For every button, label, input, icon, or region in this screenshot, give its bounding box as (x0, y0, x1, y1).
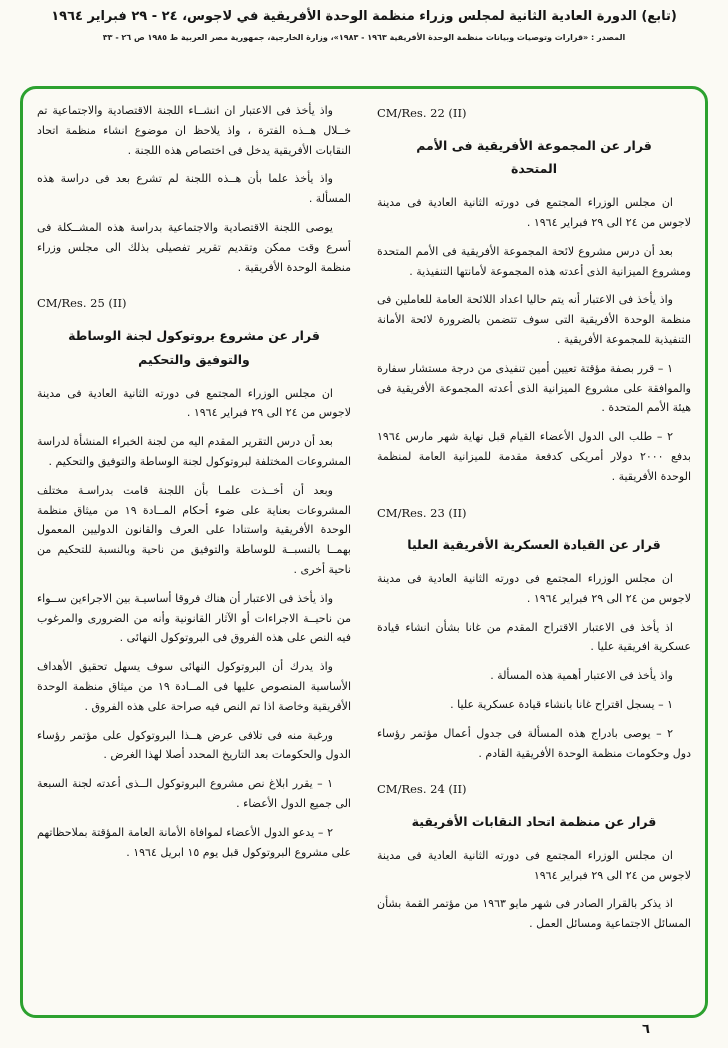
resolution-section (37, 293, 351, 862)
resolution-paragraph: ٢ – يدعو الدول الأعضاء لموافاة الأمانة العامة المؤقتة بملاحظاتهم على مشروع البروتوكول قبل يوم ١٥ ابريل ١٩٦٤ . (37, 825, 351, 859)
resolution-paragraph: اذ يأخذ فى الاعتبار الاقتراح المقدم من غانا بشأن انشاء قيادة عسكرية افريقية عليا . (377, 620, 691, 654)
resolution-ref: CM/Res. 23 (II) (377, 505, 467, 520)
resolution-ref: CM/Res. 22 (II) (377, 106, 467, 120)
resolution-paragraph: واذ يأخذ فى الاعتبار أهمية هذه المسألة . (490, 669, 673, 683)
column-right (377, 101, 691, 1003)
resolution-paragraph: ان مجلس الوزراء المجتمع فى دورته الثانية العادية فى مدينة لاجوس من ٢٤ الى ٢٩ فبراير ١٩٦٤ . (377, 571, 691, 605)
resolution-title: قرار عن منظمة اتحاد النقابات الأفريقية (411, 814, 657, 830)
resolution-paragraph: ٢ – يوصى بادراج هذه المسألة فى جدول أعمال مؤتمر رؤساء دول وحكومات منظمة الوحدة الأفريقية القادم . (377, 726, 691, 760)
resolution-title: قرار عن مشروع بروتوكول لجنة الوساطة والتوفيق والتحكيم (68, 328, 320, 367)
resolution-paragraph: اذ يذكر بالقرار الصادر فى شهر مايو ١٩٦٣ من مؤتمر القمة بشأن المسائل الاجتماعية ومسائل العمل . (377, 897, 691, 931)
resolution-title: قرار عن المجموعة الأفريقية فى الأمم المتحدة (416, 137, 652, 177)
resolution-paragraph: واذ يدرك أن البروتوكول النهائى سوف يسهل تحقيق الأهداف الأساسية المنصوص عليها فى المــادة ١٩ من ميثاق منظمة الوحدة الأفريقية وخاصة اذا تم النص فيه صراحة على هذه الفروق . (37, 660, 351, 713)
resolution-paragraph: واذ يأخذ فى الاعتبار أنه يتم حاليا اعداد اللائحة العامة للعاملين فى منظمة الوحدة الأفريقية التى سوف تتضمن بالضرورة لائحة الأمانة التنفيذية للمجموعة الأفريقية . (377, 293, 691, 346)
resolution-paragraph: ورغبة منه فى تلافى عرض هــذا البروتوكول على مؤتمر رؤساء الدول والحكومات بعد التاريخ المحدد أصلا لهذا الغرض . (37, 728, 351, 762)
source-citation: المصدر : «قرارات وتوصيات وبيانات منظمة الوحدة الأفريقية ١٩٦٣ - ١٩٨٣»، وزارة الخارجية، جمهورية مصر العربية ط ١٩٨٥ ص ٢٦ - ٣٣ (102, 33, 626, 42)
resolution-section (377, 779, 691, 934)
resolution-paragraph: ان مجلس الوزراء المجتمع فى دورته الثانية العادية فى مدينة لاجوس من ٢٤ الى ٢٩ فبراير ١٩٦٤ . (377, 196, 691, 229)
column-left (37, 101, 351, 1003)
resolution-paragraph: ١ – قرر بصفة مؤقتة تعيين أمين تنفيذى من درجة مستشار سفارة والموافقة على مشروع الميزانية الذى أعدته المجموعة الأفريقية فى هيئة الأمم المتحدة . (377, 361, 691, 415)
resolution-paragraph: واذ يأخذ فى الاعتبار ان انشــاء اللجنة الاقتصادية والاجتماعية تم خــلال هــذه الفترة ، واذ يلاحظ ان موضوع انشاء منظمة اتحاد النقابات الأفريقية يدخل فى اختصاص هذه اللجنة . (37, 104, 351, 157)
resolution-paragraph: ١ – يسجل اقتراح غانا بانشاء قيادة عسكرية عليا . (450, 697, 673, 711)
resolution-section (377, 503, 691, 764)
resolution-paragraph: وبعد أن أخــذت علمـا بأن اللجنة قامت بدراسـة مختلف المشروعات بعناية على ضوء أحكام المــادة ١٩ من ميثاق منظمة الوحدة الأفريقية واستنادا على العرف والقانون الدوليين المعمول بهمــا بالنسبــة للوساطة والتوفيق من ناحية وبالنسبة للتحكيم من ناحية أخرى . (37, 483, 351, 576)
resolution-paragraph: ان مجلس الوزراء المجتمع فى دورته الثانية العادية فى مدينة لاجوس من ٢٤ الى ٢٩ فبراير ١٩٦٤ (377, 848, 691, 882)
resolution-title: قرار عن القيادة العسكرية الأفريقية العليا (407, 537, 661, 553)
resolution-paragraph: واذ يأخذ علما بأن هــذه اللجنة لم تشرع بعد فى دراسة هذه المسألة . (37, 172, 351, 206)
resolution-ref: CM/Res. 25 (II) (37, 296, 127, 311)
resolution-paragraph: ٢ – طلب الى الدول الأعضاء القيام قبل نهاية شهر مارس ١٩٦٤ بدفع ٢٠٠٠ دولار أمريكى كدفعة مقدمة للميزانية العامة لمنظمة الوحدة الأفريقية . (377, 430, 691, 483)
resolution-paragraph: بعد أن درس التقرير المقدم اليه من لجنة الخبراء المنشأة لدراسة المشروعات المختلفة لبروتوكول لجنة الوساطة والتوفيق والتحكيم . (37, 435, 351, 468)
resolution-paragraph: ان مجلس الوزراء المجتمع فى دورته الثانية العادية فى مدينة لاجوس من ٢٤ الى ٢٩ فبراير ١٩٦٤ . (37, 386, 351, 420)
page-number: ٦ (642, 1022, 650, 1037)
resolution-section (37, 101, 351, 277)
resolution-paragraph: يوصى اللجنة الاقتصادية والاجتماعية بدراسة هذه المشــكلة فى أسرع وقت ممكن وتقديم تقرير تفصيلى بذلك الى مجلس وزراء منظمة الوحدة الأفريقية . (37, 220, 351, 274)
resolution-paragraph: بعد أن درس مشروع لائحة المجموعة الأفريقية فى الأمم المتحدة ومشروع الميزانية الذى أعدته هذه المجموعة لأمانتها التنفيذية . (377, 244, 691, 278)
resolution-paragraph: واذ يأخذ فى الاعتبار أن هناك فروقا أساسيـة بين الاجراءين ســواء من ناحيــة الاجراءات أو الآثار القانونية وأنه من الضرورى والمرغوب فيه النص على هذه الفروق فى البروتوكول النهائى . (37, 591, 351, 645)
resolution-paragraph: ١ – يقرر ابلاغ نص مشروع البروتوكول الــذى أعدته لجنة السبعة الى جميع الدول الأعضاء . (37, 777, 351, 810)
resolution-section (377, 103, 691, 487)
document-title: (تابع) الدورة العادية الثانية لمجلس وزراء منظمة الوحدة الأفريقية في لاجوس، ٢٤ - ٢٩ فبراير ١٩٦٤ (51, 9, 677, 24)
content-frame (20, 86, 708, 1018)
resolution-ref: CM/Res. 24 (II) (377, 782, 467, 797)
document-header (0, 0, 728, 42)
